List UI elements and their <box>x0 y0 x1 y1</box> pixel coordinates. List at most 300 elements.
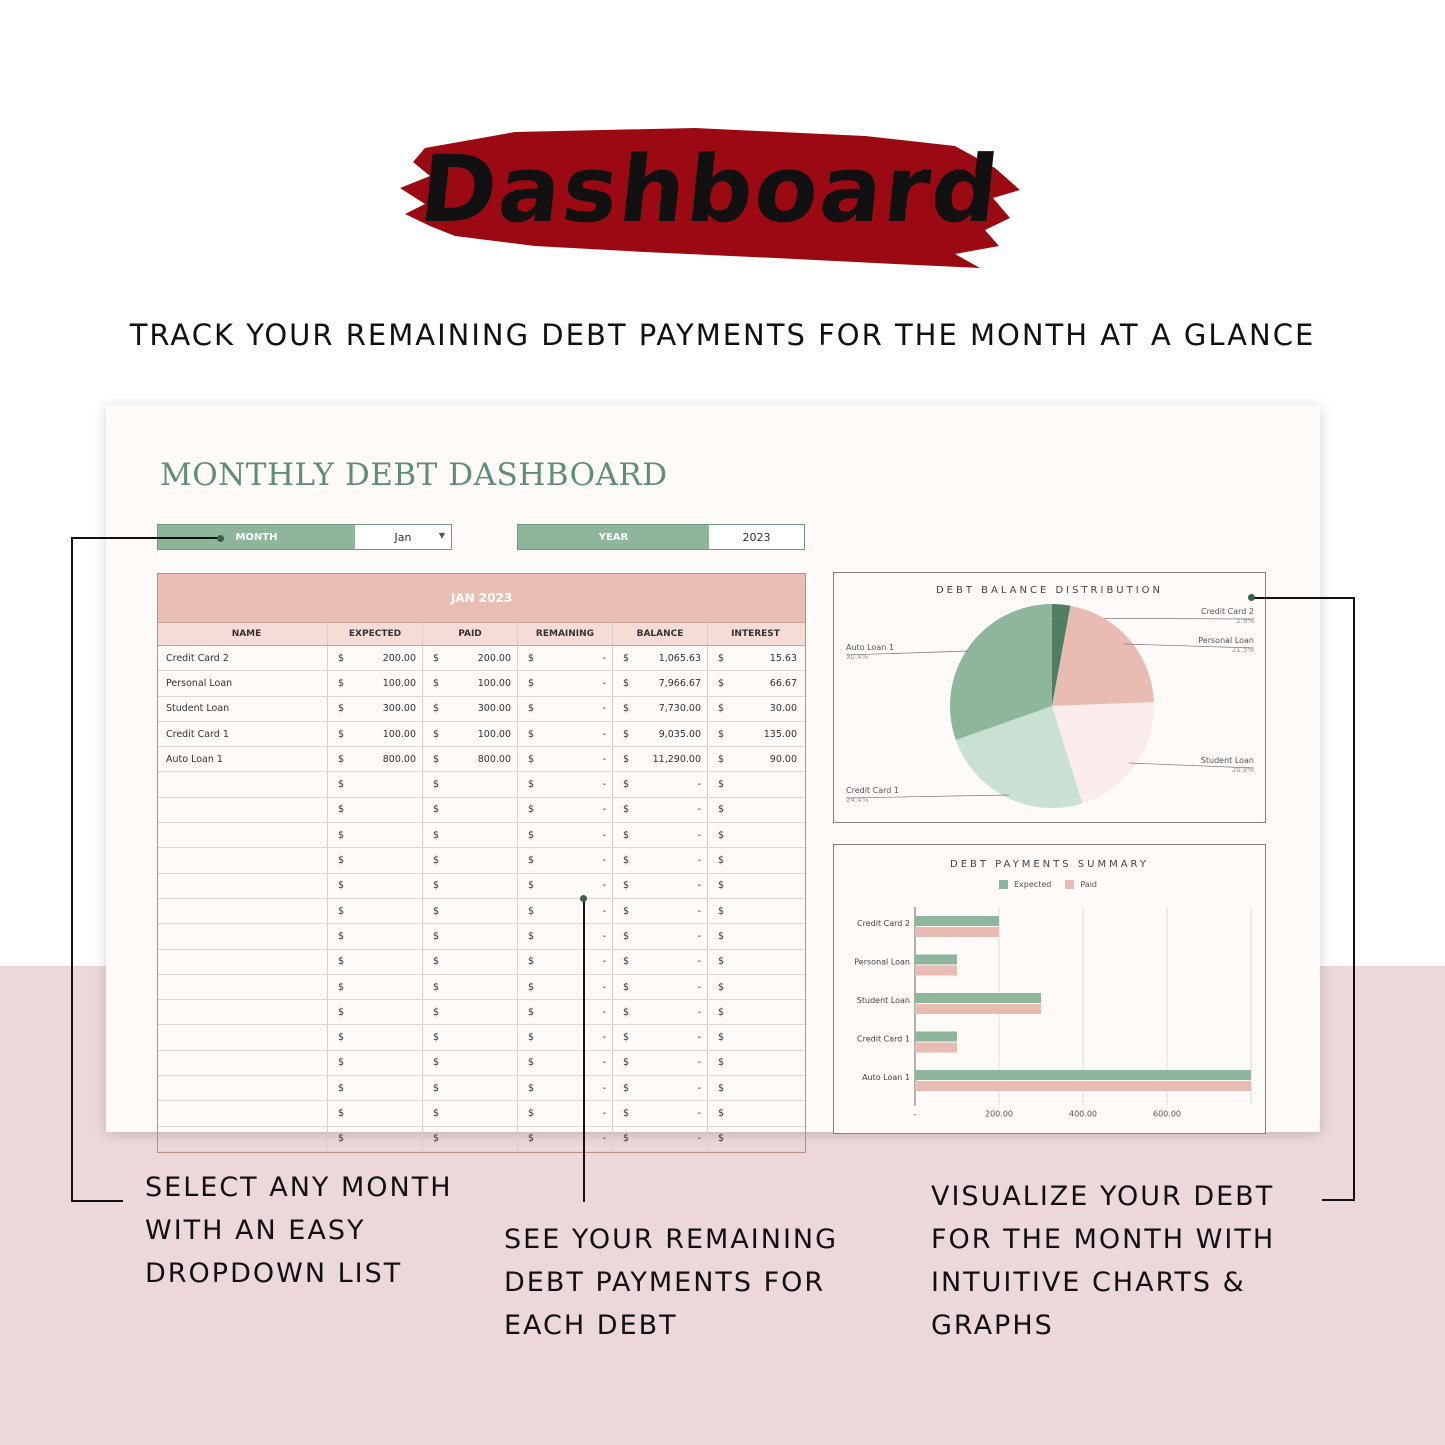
cell-value: - <box>602 880 606 892</box>
cell-name[interactable] <box>158 823 328 847</box>
month-callout-line-v <box>71 537 73 1202</box>
cell-amount[interactable] <box>518 899 613 923</box>
cell-amount[interactable] <box>423 950 518 974</box>
currency-symbol: $ <box>718 880 725 892</box>
table-row <box>158 975 805 1000</box>
cell-value: - <box>602 1107 606 1119</box>
x-tick-label: 200.00 <box>985 1109 1013 1119</box>
pie-percent: 30.4% <box>846 653 869 661</box>
cell-amount[interactable] <box>613 772 708 796</box>
currency-symbol: $ <box>718 804 725 816</box>
month-label: MONTH <box>158 525 355 549</box>
cell-name[interactable] <box>158 1101 328 1125</box>
currency-symbol: $ <box>528 677 535 689</box>
currency-symbol: $ <box>338 677 345 689</box>
cell-value: - <box>697 779 701 791</box>
cell-value: 300.00 <box>477 703 511 715</box>
cell-name[interactable]: Personal Loan <box>158 671 328 695</box>
currency-symbol: $ <box>718 652 725 664</box>
currency-symbol: $ <box>623 703 630 715</box>
table-row <box>158 1000 805 1025</box>
cell-name[interactable] <box>158 874 328 898</box>
currency-symbol: $ <box>433 1057 440 1069</box>
currency-symbol: $ <box>718 1133 725 1145</box>
x-tick-label: 400.00 <box>1069 1109 1097 1119</box>
cell-amount[interactable] <box>423 747 518 771</box>
cell-value: 100.00 <box>477 677 511 689</box>
cell-amount[interactable] <box>708 772 803 796</box>
cell-amount[interactable] <box>423 1076 518 1100</box>
month-dropdown[interactable] <box>355 525 451 549</box>
cell-amount[interactable] <box>328 772 423 796</box>
currency-symbol: $ <box>433 1032 440 1044</box>
cell-amount[interactable] <box>328 671 423 695</box>
cell-amount[interactable] <box>518 1025 613 1049</box>
cell-amount[interactable] <box>708 950 803 974</box>
cell-amount[interactable] <box>613 671 708 695</box>
currency-symbol: $ <box>718 779 725 791</box>
currency-symbol: $ <box>433 905 440 917</box>
pie-label: Personal Loan <box>1198 636 1254 645</box>
cell-value: 135.00 <box>763 728 797 740</box>
cell-value: - <box>697 855 701 867</box>
y-category-label: Credit Card 2 <box>857 919 910 928</box>
cell-amount[interactable] <box>613 1000 708 1024</box>
cell-value: - <box>697 804 701 816</box>
cell-amount[interactable] <box>613 646 708 670</box>
cell-name[interactable]: Credit Card 2 <box>158 646 328 670</box>
cell-amount[interactable] <box>423 1025 518 1049</box>
currency-symbol: $ <box>433 703 440 715</box>
cell-amount[interactable] <box>518 1051 613 1075</box>
cell-amount[interactable] <box>708 747 803 771</box>
cell-value: - <box>602 905 606 917</box>
cell-value: - <box>602 1006 606 1018</box>
cell-amount[interactable] <box>518 975 613 999</box>
cell-amount[interactable] <box>328 975 423 999</box>
month-callout-line-h <box>71 537 221 539</box>
cell-amount[interactable] <box>423 1000 518 1024</box>
cell-amount[interactable] <box>613 950 708 974</box>
cell-name[interactable] <box>158 899 328 923</box>
chart-callout-dot <box>1248 594 1255 601</box>
cell-amount[interactable] <box>613 823 708 847</box>
currency-symbol: $ <box>433 1133 440 1145</box>
currency-symbol: $ <box>623 779 630 791</box>
x-tick-label: - <box>913 1109 917 1119</box>
cell-amount[interactable] <box>328 722 423 746</box>
cell-amount[interactable] <box>328 874 423 898</box>
bar-paid <box>915 927 999 937</box>
cell-amount[interactable] <box>708 823 803 847</box>
cell-amount[interactable] <box>613 975 708 999</box>
currency-symbol: $ <box>623 1057 630 1069</box>
cell-amount[interactable] <box>518 772 613 796</box>
cell-amount[interactable] <box>328 1127 423 1151</box>
cell-amount[interactable] <box>328 1101 423 1125</box>
currency-symbol: $ <box>433 1082 440 1094</box>
cell-amount[interactable] <box>708 671 803 695</box>
currency-symbol: $ <box>528 1057 535 1069</box>
cell-amount[interactable] <box>423 772 518 796</box>
bar-chart-panel <box>833 844 1266 1134</box>
cell-amount[interactable] <box>423 823 518 847</box>
cell-value: 7,730.00 <box>658 703 701 715</box>
cell-name[interactable]: Credit Card 1 <box>158 722 328 746</box>
table-row <box>158 874 805 899</box>
charts-callout-line-2: FOR THE MONTH WITH <box>931 1224 1276 1255</box>
currency-symbol: $ <box>338 1082 345 1094</box>
cell-name[interactable] <box>158 1025 328 1049</box>
cell-value: - <box>602 703 606 715</box>
cell-value: - <box>602 779 606 791</box>
cell-amount[interactable] <box>518 671 613 695</box>
cell-value: - <box>697 981 701 993</box>
currency-symbol: $ <box>528 779 535 791</box>
cell-value: - <box>697 1082 701 1094</box>
currency-symbol: $ <box>433 855 440 867</box>
cell-amount[interactable] <box>423 671 518 695</box>
cell-amount[interactable] <box>613 874 708 898</box>
cell-amount[interactable] <box>328 1000 423 1024</box>
cell-value: - <box>602 829 606 841</box>
cell-amount[interactable] <box>423 646 518 670</box>
cell-value: 100.00 <box>382 728 416 740</box>
cell-amount[interactable] <box>423 798 518 822</box>
cell-value: 9,035.00 <box>658 728 701 740</box>
cell-value: 7,966.67 <box>658 677 701 689</box>
cell-amount[interactable] <box>613 848 708 872</box>
cell-value: - <box>602 804 606 816</box>
bar-paid <box>915 1004 1041 1014</box>
cell-name[interactable]: Student Loan <box>158 697 328 721</box>
currency-symbol: $ <box>623 677 630 689</box>
currency-symbol: $ <box>433 880 440 892</box>
cell-amount[interactable] <box>518 722 613 746</box>
charts-callout-line-4: GRAPHS <box>931 1310 1054 1341</box>
cell-amount[interactable] <box>423 899 518 923</box>
cell-amount[interactable] <box>423 1101 518 1125</box>
currency-symbol: $ <box>528 956 535 968</box>
year-label: YEAR <box>518 525 709 549</box>
cell-amount[interactable] <box>423 1051 518 1075</box>
cell-amount[interactable] <box>613 697 708 721</box>
currency-symbol: $ <box>528 728 535 740</box>
cell-value: 15.63 <box>769 652 797 664</box>
cell-amount[interactable] <box>708 1051 803 1075</box>
cell-amount[interactable] <box>708 646 803 670</box>
currency-symbol: $ <box>623 728 630 740</box>
cell-name[interactable] <box>158 1076 328 1100</box>
currency-symbol: $ <box>623 753 630 765</box>
currency-symbol: $ <box>528 880 535 892</box>
cell-amount[interactable] <box>518 1076 613 1100</box>
cell-name[interactable] <box>158 1000 328 1024</box>
currency-symbol: $ <box>528 905 535 917</box>
cell-name[interactable] <box>158 950 328 974</box>
currency-symbol: $ <box>718 728 725 740</box>
cell-amount[interactable] <box>518 848 613 872</box>
cell-amount[interactable] <box>708 899 803 923</box>
currency-symbol: $ <box>528 1006 535 1018</box>
month-callout-line-3: DROPDOWN LIST <box>145 1258 403 1289</box>
currency-symbol: $ <box>338 652 345 664</box>
bar-expected <box>915 1032 957 1042</box>
currency-symbol: $ <box>623 1082 630 1094</box>
month-callout-text <box>145 1166 453 1295</box>
currency-symbol: $ <box>338 728 345 740</box>
cell-amount[interactable] <box>613 899 708 923</box>
currency-symbol: $ <box>433 728 440 740</box>
cell-value: 100.00 <box>477 728 511 740</box>
cell-amount[interactable] <box>518 1127 613 1151</box>
month-value: Jan <box>394 530 412 544</box>
currency-symbol: $ <box>528 930 535 942</box>
cell-amount[interactable] <box>708 1000 803 1024</box>
currency-symbol: $ <box>718 1032 725 1044</box>
table-row <box>158 1127 805 1152</box>
currency-symbol: $ <box>623 1133 630 1145</box>
table-row <box>158 899 805 924</box>
cell-value: - <box>602 753 606 765</box>
cell-amount[interactable] <box>518 697 613 721</box>
pie-percent: 2.9% <box>1236 617 1254 625</box>
cell-amount[interactable] <box>328 747 423 771</box>
hero-title: Dashboard <box>414 136 1006 243</box>
currency-symbol: $ <box>338 829 345 841</box>
cell-amount[interactable] <box>423 874 518 898</box>
cell-amount[interactable] <box>708 1076 803 1100</box>
currency-symbol: $ <box>528 981 535 993</box>
bar-paid <box>915 1081 1251 1091</box>
cell-name[interactable] <box>158 924 328 948</box>
currency-symbol: $ <box>433 1107 440 1119</box>
bar-chart <box>834 845 1265 1133</box>
currency-symbol: $ <box>623 1107 630 1119</box>
cell-value: 66.67 <box>769 677 797 689</box>
month-callout-line-2: WITH AN EASY <box>145 1215 366 1246</box>
subtitle: TRACK YOUR REMAINING DEBT PAYMENTS FOR THE MONTH AT A GLANCE <box>129 318 1316 352</box>
cell-amount[interactable] <box>613 798 708 822</box>
x-tick-label: 600.00 <box>1153 1109 1181 1119</box>
cell-value: - <box>602 1082 606 1094</box>
currency-symbol: $ <box>338 880 345 892</box>
cell-amount[interactable] <box>423 848 518 872</box>
cell-amount[interactable] <box>613 1051 708 1075</box>
cell-amount[interactable] <box>423 924 518 948</box>
cell-value: - <box>602 1032 606 1044</box>
cell-name[interactable] <box>158 975 328 999</box>
currency-symbol: $ <box>718 1082 725 1094</box>
cell-amount[interactable] <box>708 1127 803 1151</box>
currency-symbol: $ <box>528 1032 535 1044</box>
currency-symbol: $ <box>623 652 630 664</box>
cell-amount[interactable] <box>423 975 518 999</box>
header-paid: PAID <box>423 623 518 645</box>
cell-amount[interactable] <box>423 722 518 746</box>
cell-value: - <box>602 930 606 942</box>
cell-amount[interactable] <box>708 722 803 746</box>
cell-name[interactable]: Auto Loan 1 <box>158 747 328 771</box>
header-expected: EXPECTED <box>328 623 423 645</box>
cell-amount[interactable] <box>518 646 613 670</box>
y-category-label: Auto Loan 1 <box>862 1073 910 1082</box>
cell-amount[interactable] <box>328 899 423 923</box>
cell-value: 200.00 <box>477 652 511 664</box>
cell-name[interactable] <box>158 798 328 822</box>
cell-value: 200.00 <box>382 652 416 664</box>
cell-value: - <box>697 880 701 892</box>
year-field[interactable] <box>709 525 804 549</box>
cell-value: - <box>602 728 606 740</box>
cell-name[interactable] <box>158 848 328 872</box>
bar-paid <box>915 1043 957 1053</box>
cell-amount[interactable] <box>613 747 708 771</box>
pie-percent: 24.4% <box>846 796 869 804</box>
currency-symbol: $ <box>433 652 440 664</box>
currency-symbol: $ <box>338 956 345 968</box>
currency-symbol: $ <box>623 1032 630 1044</box>
pie-percent: 20.8% <box>1231 766 1254 774</box>
chevron-down-icon[interactable]: ▼ <box>438 531 445 540</box>
pie-label: Credit Card 1 <box>846 786 899 795</box>
y-category-label: Personal Loan <box>854 957 910 967</box>
currency-symbol: $ <box>338 753 345 765</box>
currency-symbol: $ <box>528 753 535 765</box>
currency-symbol: $ <box>433 956 440 968</box>
cell-amount[interactable] <box>423 1127 518 1151</box>
cell-amount[interactable] <box>708 1025 803 1049</box>
cell-amount[interactable] <box>708 874 803 898</box>
currency-symbol: $ <box>338 930 345 942</box>
cell-amount[interactable] <box>328 697 423 721</box>
cell-amount[interactable] <box>518 1000 613 1024</box>
currency-symbol: $ <box>718 981 725 993</box>
header-interest: INTEREST <box>731 629 780 639</box>
table-row <box>158 1076 805 1101</box>
cell-amount[interactable] <box>518 1101 613 1125</box>
table-row <box>158 798 805 823</box>
cell-name[interactable] <box>158 1127 328 1151</box>
bar-expected <box>915 993 1041 1003</box>
currency-symbol: $ <box>338 905 345 917</box>
cell-name[interactable] <box>158 772 328 796</box>
remaining-callout-dot <box>580 895 587 902</box>
charts-callout-line-3: INTUITIVE CHARTS & <box>931 1267 1246 1298</box>
cell-value: 11,290.00 <box>652 753 701 765</box>
cell-value: - <box>602 652 606 664</box>
cell-value: - <box>697 930 701 942</box>
cell-amount[interactable] <box>708 975 803 999</box>
currency-symbol: $ <box>528 1107 535 1119</box>
bar-expected <box>915 955 957 965</box>
header-name: NAME <box>158 623 328 645</box>
currency-symbol: $ <box>528 1133 535 1145</box>
pie-label: Credit Card 2 <box>1201 607 1254 616</box>
currency-symbol: $ <box>623 804 630 816</box>
table-row <box>158 747 805 772</box>
cell-amount[interactable] <box>518 874 613 898</box>
currency-symbol: $ <box>528 1082 535 1094</box>
cell-amount[interactable] <box>708 924 803 948</box>
cell-amount[interactable] <box>328 1025 423 1049</box>
cell-amount[interactable] <box>613 1101 708 1125</box>
table-row <box>158 950 805 975</box>
cell-amount[interactable] <box>708 1101 803 1125</box>
cell-amount[interactable] <box>708 848 803 872</box>
charts-callout-text <box>931 1175 1275 1347</box>
cell-amount[interactable] <box>518 823 613 847</box>
currency-symbol: $ <box>528 652 535 664</box>
cell-value: - <box>697 1057 701 1069</box>
month-callout-line-1: SELECT ANY MONTH <box>145 1172 453 1203</box>
currency-symbol: $ <box>433 779 440 791</box>
currency-symbol: $ <box>338 855 345 867</box>
table-header-row <box>158 623 805 646</box>
cell-amount[interactable] <box>328 924 423 948</box>
bar-expected <box>915 1070 1251 1080</box>
cell-amount[interactable] <box>518 747 613 771</box>
year-selector[interactable] <box>517 524 805 550</box>
cell-amount[interactable] <box>328 848 423 872</box>
currency-symbol: $ <box>338 779 345 791</box>
cell-amount[interactable] <box>613 1025 708 1049</box>
cell-amount[interactable] <box>328 950 423 974</box>
cell-value: - <box>602 855 606 867</box>
table-row <box>158 646 805 671</box>
currency-symbol: $ <box>623 855 630 867</box>
currency-symbol: $ <box>623 1006 630 1018</box>
currency-symbol: $ <box>433 804 440 816</box>
currency-symbol: $ <box>433 753 440 765</box>
cell-amount[interactable] <box>518 924 613 948</box>
currency-symbol: $ <box>718 703 725 715</box>
cell-amount[interactable] <box>423 697 518 721</box>
bar-chart-title: DEBT PAYMENTS SUMMARY <box>950 859 1149 870</box>
cell-amount[interactable] <box>613 924 708 948</box>
cell-amount[interactable] <box>708 697 803 721</box>
cell-amount[interactable] <box>613 1127 708 1151</box>
cell-amount[interactable] <box>518 798 613 822</box>
cell-amount[interactable] <box>328 798 423 822</box>
table-row <box>158 823 805 848</box>
cell-amount[interactable] <box>328 1076 423 1100</box>
cell-value: - <box>602 956 606 968</box>
month-callout-line-end <box>71 1200 123 1202</box>
cell-amount[interactable] <box>328 1051 423 1075</box>
cell-amount[interactable] <box>613 722 708 746</box>
month-callout-dot <box>217 535 224 542</box>
currency-symbol: $ <box>623 956 630 968</box>
cell-amount[interactable] <box>708 798 803 822</box>
cell-amount[interactable] <box>613 1076 708 1100</box>
table-row <box>158 1025 805 1050</box>
cell-amount[interactable] <box>518 950 613 974</box>
charts-callout-line-1: VISUALIZE YOUR DEBT <box>931 1181 1275 1212</box>
cell-amount[interactable] <box>328 823 423 847</box>
cell-value: 100.00 <box>382 677 416 689</box>
currency-symbol: $ <box>718 1107 725 1119</box>
cell-amount[interactable] <box>328 646 423 670</box>
cell-value: - <box>697 1107 701 1119</box>
table-row <box>158 697 805 722</box>
cell-name[interactable] <box>158 1051 328 1075</box>
cell-value: - <box>602 1057 606 1069</box>
pie-chart-title: DEBT BALANCE DISTRIBUTION <box>935 585 1164 596</box>
cell-value: - <box>697 956 701 968</box>
chart-callout-line-end <box>1322 1199 1355 1201</box>
spreadsheet <box>106 405 1320 1145</box>
